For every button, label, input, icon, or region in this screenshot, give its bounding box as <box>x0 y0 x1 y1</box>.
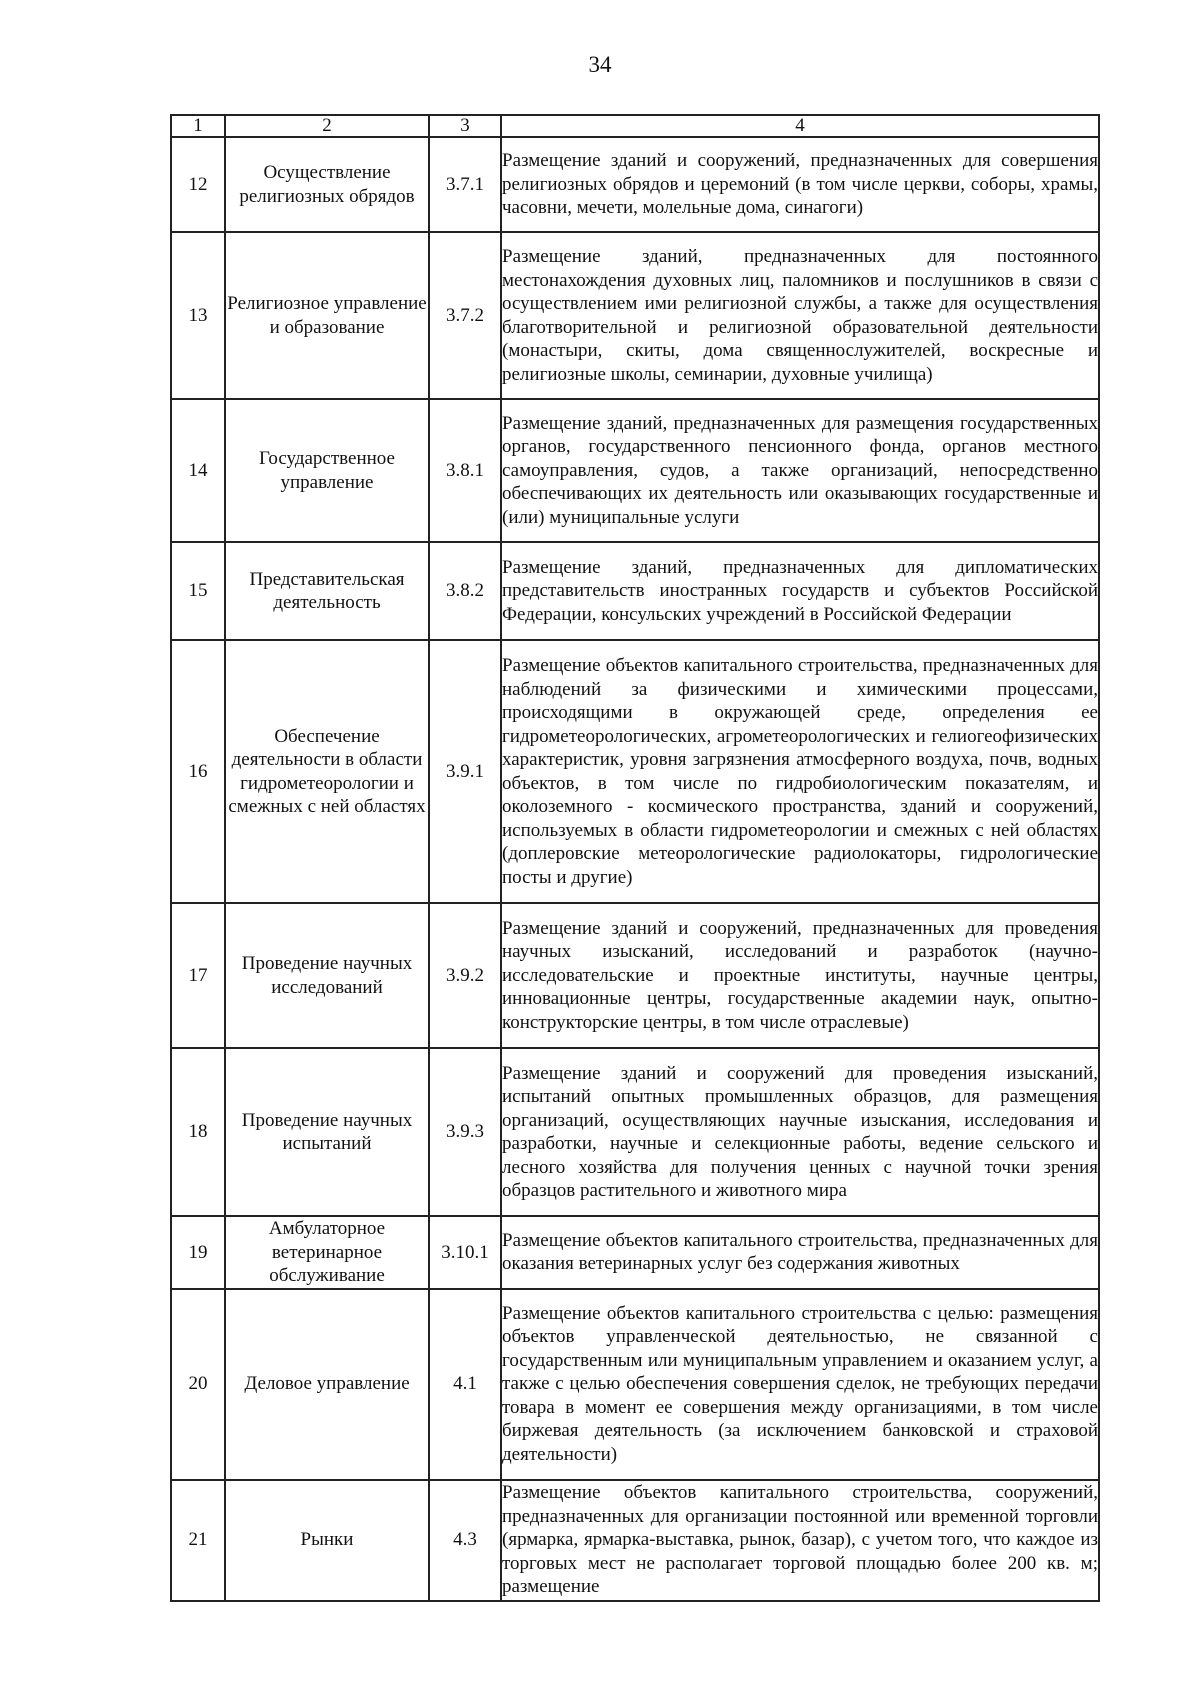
table-row <box>171 137 1099 232</box>
use-type-description: Размещение объектов капитального строительства, предназначенных для наблюдений за физическими и химическими процессами, происходящими в окружающей среде, определения ее гидрометеорологических, агрометеорологических и гелиогеофизических характеристик, уровня загрязнения атмосферного воздуха, почв, водных объектов, в том числе по гидробиологическим показателям, и околоземного - космического пространства, зданий и сооружений, используемых в области гидрометеорологии и смежных с ней областях (доплеровские метеорологические радиолокаторы, гидрологические посты и другие) <box>501 640 1099 903</box>
row-number: 20 <box>171 1289 225 1480</box>
use-type-code: 3.9.1 <box>429 640 501 903</box>
use-type-code: 3.9.2 <box>429 903 501 1048</box>
row-number: 21 <box>171 1480 225 1601</box>
use-type-code: 4.1 <box>429 1289 501 1480</box>
use-type-name: Осуществление религиозных обрядов <box>225 137 429 232</box>
use-type-code: 4.3 <box>429 1480 501 1601</box>
use-type-name: Представительская деятельность <box>225 542 429 640</box>
use-type-code: 3.8.2 <box>429 542 501 640</box>
row-number: 19 <box>171 1216 225 1289</box>
use-type-code: 3.8.1 <box>429 399 501 542</box>
row-number: 14 <box>171 399 225 542</box>
row-number: 16 <box>171 640 225 903</box>
use-type-description: Размещение зданий и сооружений, предназначенных для проведения научных изысканий, исследований и разработок (научно-исследовательские и проектные институты, научные центры, инновационные центры, государственные академии наук, опытно-конструкторские центры, в том числе отраслевые) <box>501 903 1099 1048</box>
table-row <box>171 1289 1099 1480</box>
use-type-name: Обеспечение деятельности в области гидрометеорологии и смежных с ней областях <box>225 640 429 903</box>
use-type-description: Размещение зданий, предназначенных для размещения государственных органов, государственного пенсионного фонда, органов местного самоуправления, судов, а также организаций, непосредственно обеспечивающих их деятельность или оказывающих государственные и (или) муниципальные услуги <box>501 399 1099 542</box>
use-type-name: Религиозное управление и образование <box>225 232 429 399</box>
table-row <box>171 640 1099 903</box>
use-type-name: Рынки <box>225 1480 429 1601</box>
use-type-code: 3.7.1 <box>429 137 501 232</box>
use-type-description: Размещение зданий и сооружений, предназначенных для совершения религиозных обрядов и церемоний (в том числе церкви, соборы, храмы, часовни, мечети, молельные дома, синагоги) <box>501 137 1099 232</box>
use-type-description: Размещение зданий и сооружений для проведения изысканий, испытаний опытных промышленных образцов, для размещения организаций, осуществляющих научные изыскания, исследования и разработки, научные и селекционные работы, ведение сельского и лесного хозяйства для получения ценных с научной точки зрения образцов растительного и животного мира <box>501 1048 1099 1216</box>
use-type-name: Проведение научных исследований <box>225 903 429 1048</box>
use-type-code: 3.10.1 <box>429 1216 501 1289</box>
row-number: 18 <box>171 1048 225 1216</box>
page-number: 34 <box>588 52 612 77</box>
table-row <box>171 1216 1099 1289</box>
use-type-description: Размещение объектов капитального строительства, сооружений, предназначенных для организации постоянной или временной торговли (ярмарка, ярмарка-выставка, рынок, базар), с учетом того, что каждое из торговых мест не располагает торговой площадью более 200 кв. м; размещение <box>501 1480 1099 1601</box>
header-cell-2: 2 <box>225 115 429 137</box>
row-number: 15 <box>171 542 225 640</box>
table-row <box>171 399 1099 542</box>
use-type-code: 3.9.3 <box>429 1048 501 1216</box>
row-number: 12 <box>171 137 225 232</box>
header-cell-3: 3 <box>429 115 501 137</box>
use-type-description: Размещение зданий, предназначенных для постоянного местонахождения духовных лиц, паломников и послушников в связи с осуществлением ими религиозной службы, а также для осуществления благотворительной и религиозной образовательной деятельности (монастыри, скиты, дома священнослужителей, воскресные и религиозные школы, семинарии, духовные училища) <box>501 232 1099 399</box>
row-number: 17 <box>171 903 225 1048</box>
use-type-code: 3.7.2 <box>429 232 501 399</box>
table-row <box>171 1048 1099 1216</box>
use-type-name: Амбулаторное ветеринарное обслуживание <box>225 1216 429 1289</box>
table-row <box>171 232 1099 399</box>
use-type-name: Государственное управление <box>225 399 429 542</box>
use-type-name: Проведение научных испытаний <box>225 1048 429 1216</box>
row-number: 13 <box>171 232 225 399</box>
header-cell-4: 4 <box>501 115 1099 137</box>
use-type-name: Деловое управление <box>225 1289 429 1480</box>
use-type-description: Размещение объектов капитального строительства с целью: размещения объектов управленческой деятельностью, не связанной с государственным или муниципальным управлением и оказанием услуг, а также с целью обеспечения совершения сделок, не требующих передачи товара в момент ее совершения между организациями, в том числе биржевая деятельность (за исключением банковской и страховой деятельности) <box>501 1289 1099 1480</box>
table-header-row <box>171 115 1099 137</box>
header-cell-1: 1 <box>171 115 225 137</box>
table-row <box>171 903 1099 1048</box>
table-row <box>171 542 1099 640</box>
use-type-description: Размещение зданий, предназначенных для дипломатических представительств иностранных государств и субъектов Российской Федерации, консульских учреждений в Российской Федерации <box>501 542 1099 640</box>
use-type-description: Размещение объектов капитального строительства, предназначенных для оказания ветеринарных услуг без содержания животных <box>501 1216 1099 1289</box>
table-row <box>171 1480 1099 1601</box>
land-use-table <box>170 114 1100 1602</box>
